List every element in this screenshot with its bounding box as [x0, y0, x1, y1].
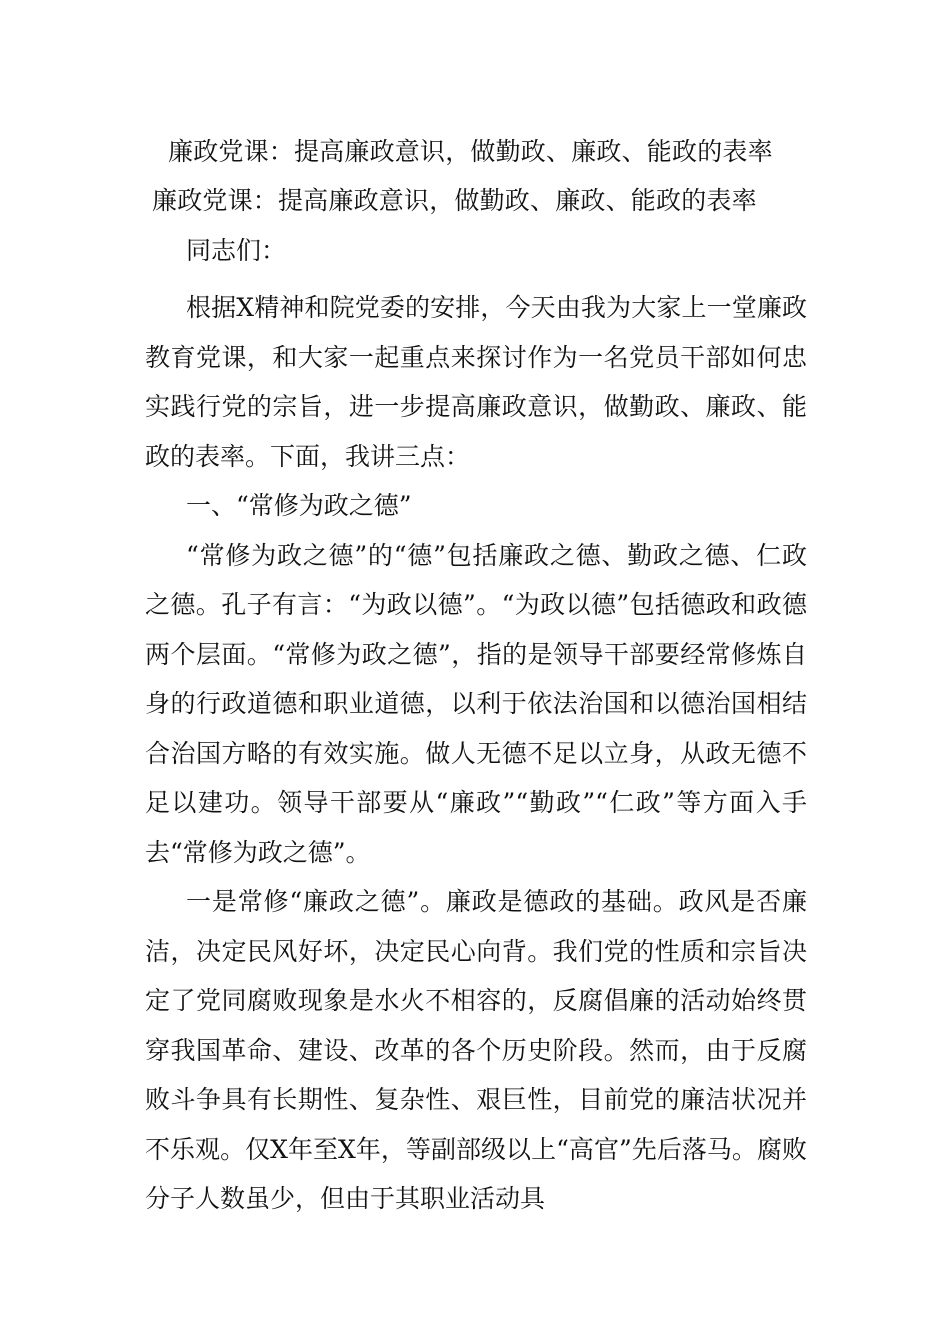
document-title: 廉政党课：提高廉政意识，做勤政、廉政、能政的表率	[168, 137, 773, 166]
section-paragraph: “常修为政之德”的“德”包括廉政之德、勤政之德、仁政之德。孔子有言：“为政以德”。“为政以德”包括德政和政德两个层面。“常修为政之德”，指的是领导干部要经常修炼自身的行政道德和职业道德，以利于依法治国和以德治国相结合治国方略的有效实施。做人无德不足以立身，从政无德不足以建功。领导干部要从“廉政”“勤政”“仁政”等方面入手去“常修为政之德”。	[145, 540, 807, 867]
document-title-repeat: 廉政党课：提高廉政意识，做勤政、廉政、能政的表率	[152, 186, 757, 215]
point-paragraph: 一是常修“廉政之德”。廉政是德政的基础。政风是否廉洁，决定民风好坏，决定民心向背。我们党的性质和宗旨决定了党同腐败现象是水火不相容的，反腐倡廉的活动始终贯穿我国革命、建设、改革的各个历史阶段。然而，由于反腐败斗争具有长期性、复杂性、艰巨性，目前党的廉洁状况并不乐观。仅X年至X年，等副部级以上“高官”先后落马。腐败分子人数虽少，但由于其职业活动具	[145, 887, 807, 1213]
salutation: 同志们：	[186, 236, 287, 265]
intro-paragraph: 根据X精神和院党委的安排，今天由我为大家上一堂廉政教育党课，和大家一起重点来探讨作为一名党员干部如何忠实践行党的宗旨，进一步提高廉政意识，做勤政、廉政、能政的表率。下面，我讲三点：	[145, 293, 807, 471]
section-heading: 一、“常修为政之德”	[186, 491, 412, 520]
document-body	[145, 283, 807, 1224]
